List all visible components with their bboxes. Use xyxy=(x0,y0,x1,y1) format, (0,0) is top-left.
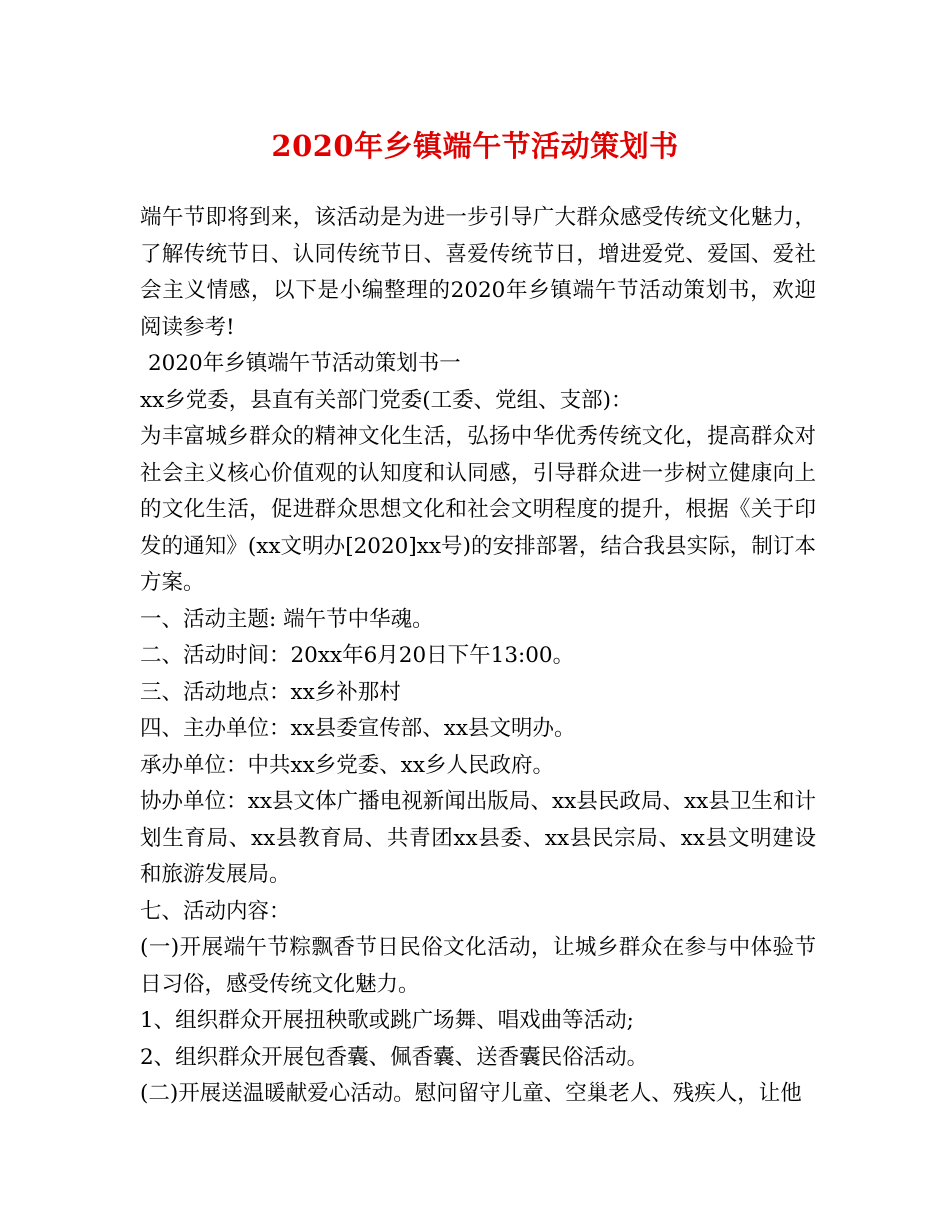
content-subitem-1: 1、组织群众开展扭秧歌或跳广场舞、唱戏曲等活动; xyxy=(140,1008,634,1033)
salutation-line: xx乡党委，县直有关部门党委(工委、党组、支部)： xyxy=(140,387,633,413)
content-item-2: (二)开展送温暖献爱心活动。慰问留守儿童、空巢老人、残疾人，让他 xyxy=(140,1081,802,1106)
activity-time-line: 二、活动时间：20xx年6月20日下午13:00。 xyxy=(140,643,575,668)
co-organizer-paragraph: 协办单位：xx县文体广播电视新闻出版局、xx县民政局、xx县卫生和计划生育局、xx县教育局、共青团xx县委、xx县民宗局、xx县文明建设和旅游发展局。 xyxy=(140,789,816,887)
activity-content-heading: 七、活动内容： xyxy=(140,898,291,924)
undertaker-line: 承办单位：中共xx乡党委、xx乡人民政府。 xyxy=(140,752,555,778)
document-title: 2020年乡镇端午节活动策划书 xyxy=(271,129,679,163)
content-subitem-2: 2、组织群众开展包香囊、佩香囊、送香囊民俗活动。 xyxy=(140,1044,649,1070)
content-item-1: (一)开展端午节粽飘香节日民俗文化活动，让城乡群众在参与中体验节日习俗，感受传统文化魅力。 xyxy=(140,935,816,997)
activity-location-line: 三、活动地点：xx乡补那村 xyxy=(140,679,401,705)
document-body xyxy=(140,200,816,1113)
organizer-line: 四、主办单位：xx县委宣传部、xx县文明办。 xyxy=(140,716,576,741)
purpose-paragraph: 为丰富城乡群众的精神文化生活，弘扬中华优秀传统文化，提高群众对社会主义核心价值观的认知度和认同感，引导群众进一步树立健康向上的文化生活，促进群众思想文化和社会文明程度的提升，根据《关于印发的通知》(xx文明办[2020]xx号)的安排部署，结合我县实际，制订本方案。 xyxy=(140,424,816,595)
intro-paragraph: 端午节即将到来，该活动是为进一步引导广大群众感受传统文化魅力，了解传统节日、认同传统节日、喜爱传统节日，增进爱党、爱国、爱社会主义情感，以下是小编整理的2020年乡镇端午节活动策划书，欢迎阅读参考! xyxy=(140,205,816,340)
activity-theme-line: 一、活动主题: 端午节中华魂。 xyxy=(140,606,434,632)
section-heading: 2020年乡镇端午节活动策划书一 xyxy=(148,351,461,376)
